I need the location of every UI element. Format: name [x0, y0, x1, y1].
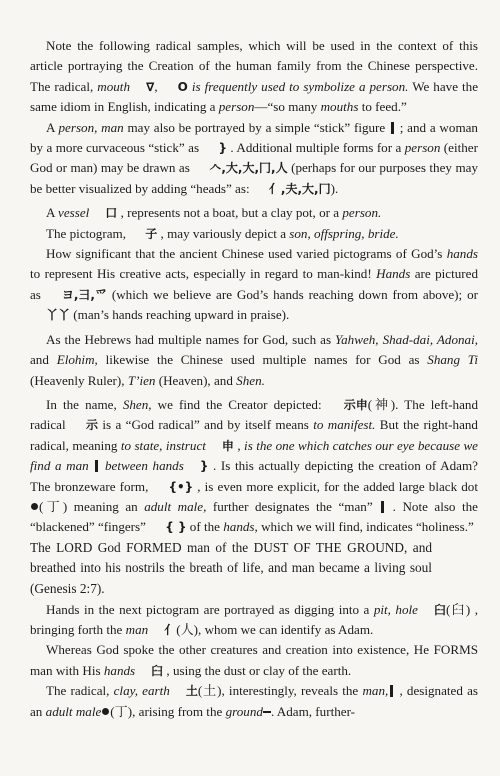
text: likewise the Chinese used multiple names for God as [97, 352, 428, 368]
text: man [125, 621, 149, 637]
text: Shen. [236, 372, 265, 388]
text: person, man [58, 119, 124, 135]
text: , may variously depict a [157, 225, 290, 241]
fingers-glyph: { } [165, 520, 187, 535]
text: son, offspring, bride. [289, 225, 399, 241]
text: . The left-hand radical [30, 396, 479, 433]
text: (Heaven), and [155, 372, 237, 388]
mouth-triangle-glyph: ∇ [145, 79, 155, 94]
text: How significant that the ancient Chinese used varied pictograms of God’s [46, 246, 447, 262]
paragraph-person-man [30, 118, 478, 200]
ding-char: (丁) [110, 703, 133, 719]
text: pit, hole [373, 601, 418, 617]
text: mouth [97, 78, 130, 94]
text: are pictured as [30, 266, 478, 302]
man-stick-glyph [95, 460, 98, 472]
text: hands, [223, 519, 258, 535]
text: , is even more explicit, for the added large black dot [193, 478, 478, 494]
text: , arising from the [132, 703, 226, 719]
instruct-glyph: 申 [221, 438, 234, 453]
text: A [46, 205, 59, 221]
paragraph-pictogram [30, 224, 478, 244]
person-forms-glyph: 𠆢,大,大,冂,人 [209, 161, 288, 176]
black-dot-glyph [102, 708, 109, 715]
text: meaning an [67, 498, 145, 514]
pit-glyph: 臼 [433, 602, 446, 617]
text: , interestingly, reveals the [221, 683, 363, 699]
text: In the name, [46, 396, 123, 412]
earth-char: (土) [197, 683, 222, 699]
text: ground [225, 703, 263, 719]
text: hands [103, 662, 136, 678]
text: person [218, 99, 255, 115]
text: person. [342, 205, 382, 221]
text: , represents not a boat, but a clay pot, or a [117, 205, 343, 221]
hands-up-glyph: 丫丫 [46, 308, 71, 323]
text: ). [330, 180, 339, 196]
text: vessel [58, 205, 90, 221]
bronze-shen-glyph: {•} [168, 479, 194, 494]
text: Whereas God spoke the other creatures and creation into existence, He FORMS man with His [30, 642, 478, 678]
text: , [154, 78, 162, 94]
text: which we will find, indicates “holiness.” [257, 519, 474, 535]
son-glyph: 子 [145, 226, 158, 241]
text: T’ien [127, 372, 156, 388]
text: is frequently used to symbolize a person. [187, 78, 409, 94]
ding-char: (丁) [39, 498, 68, 514]
paragraph-shen [30, 395, 478, 538]
genesis-quote: The LORD God FORMED man of the DUST OF THE GROUND, and breathed into his nostrils the breath of life, and man became a living soul (Genesis 2:7). [30, 539, 432, 596]
text: Hands [376, 266, 411, 282]
hand-glyph: } [199, 459, 209, 474]
paragraph-vessel [30, 203, 478, 223]
pit-char: (臼) [445, 601, 471, 617]
shen-glyph: 示申 [343, 397, 368, 412]
paragraph-pit [30, 600, 478, 641]
text: person [404, 140, 441, 156]
text: adult male, [144, 498, 207, 514]
text: , using the dust or clay of the earth. [163, 662, 352, 678]
text: Elohim, [56, 352, 98, 368]
text: man, [362, 683, 389, 699]
text: The radical, [46, 683, 114, 699]
text: may also be portrayed by a simple “stick” figure [123, 119, 390, 135]
person-heads-glyph: 亻,夫,大,冂 [268, 181, 331, 196]
text: between hands [100, 458, 184, 474]
text: Shang Ti [427, 352, 478, 368]
text: adult male [45, 703, 102, 719]
text: (which we believe are God’s hands reaching down from above); or [106, 286, 479, 302]
paragraph-hands [30, 244, 478, 326]
text: Note the following radical samples, which will be used in the context of this article portraying the Creation of the human family from the Chinese perspective. The radical, [30, 38, 478, 94]
curvy-stick-glyph: } [218, 141, 227, 156]
god-radical-glyph: 示 [85, 418, 98, 433]
stick-figure-glyph [391, 122, 394, 134]
text: clay, earth [113, 683, 170, 699]
text: ; and a woman by a more curvaceous “stick” as [30, 119, 478, 156]
text: As the Hebrews had multiple names for God, such as [46, 331, 336, 347]
text: (either God or man) may be drawn as [30, 140, 478, 176]
text: Hands in the next pictogram are portrayed as digging into a [46, 601, 374, 617]
text: mouths [320, 99, 359, 115]
paragraph-names-of-god [30, 330, 478, 391]
ground-line-glyph [263, 711, 271, 713]
text: . Adam, further- [270, 703, 356, 719]
text: is a “God radical” and by itself means [98, 417, 314, 433]
shen-modern-char: (神) [367, 396, 396, 412]
text: A [46, 119, 59, 135]
text: to represent His creative acts, especially in regard to man-kind! [30, 266, 377, 282]
man-stick-glyph [390, 685, 393, 697]
text: of the [186, 519, 224, 535]
text: to manifest. [313, 417, 376, 433]
text: further designates the “man” [206, 498, 380, 514]
text: . Additional multiple forms for a [227, 140, 405, 156]
text: , bringing forth the [30, 601, 478, 637]
text: , designated as an [30, 683, 478, 719]
man-glyph: 亻 [164, 622, 177, 637]
text: . Is this actually depicting the creation of Adam? The bronzeware form, [30, 458, 478, 494]
paragraph-radicals-intro [30, 36, 478, 118]
hands-forming-glyph: 臼 [151, 663, 164, 678]
article-page [30, 36, 478, 722]
text: hands [446, 246, 478, 262]
text: Yahweh, Shad-dai, Adonai, [335, 331, 478, 347]
text: We have the same idiom in English, indicating a [30, 78, 479, 115]
text: Shen, [122, 396, 152, 412]
hands-down-glyph: ヨ,彐,爫 [61, 287, 107, 302]
text: , whom we can identify as Adam. [198, 621, 374, 637]
text: , is the one which catches our eye because we find a man [30, 437, 478, 474]
text: But the right-hand radical, meaning [30, 417, 478, 453]
text: (perhaps for our purposes they may be better visualized by adding “heads” as: [30, 160, 478, 196]
text: The pictogram, [46, 225, 130, 241]
text: to feed.” [358, 99, 407, 115]
paragraph-forms-man [30, 640, 478, 681]
text: (man’s hands reaching upward in praise). [70, 307, 290, 323]
mouth-circle-glyph: O [177, 79, 188, 94]
man-stick-glyph [381, 501, 384, 513]
paragraph-clay-earth [30, 681, 478, 722]
text: (Heavenly Ruler), [30, 372, 128, 388]
text: to state, instruct [120, 437, 206, 453]
text: we find the Creator depicted: [151, 396, 328, 412]
text: . Note also the “blackened” “fingers” [30, 498, 478, 535]
earth-glyph: 土 [185, 684, 198, 699]
man-char: (人) [176, 621, 199, 637]
text: and [30, 352, 57, 368]
black-dot-glyph [31, 503, 38, 510]
text: —“so many [254, 99, 321, 115]
vessel-glyph: 口 [105, 206, 118, 221]
